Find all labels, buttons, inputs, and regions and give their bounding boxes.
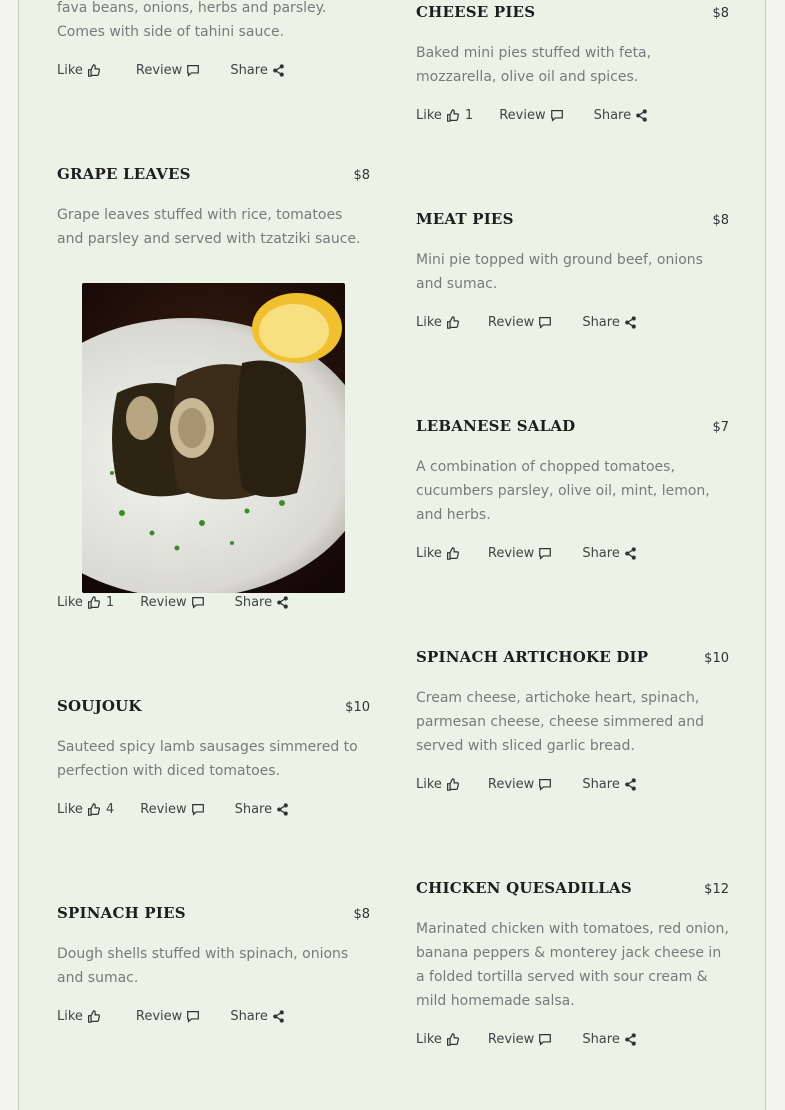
review-button[interactable]: Review (136, 63, 200, 78)
menu-item-chicken-quesadillas (416, 879, 729, 1013)
item-name: SPINACH PIES (57, 904, 186, 922)
item-description: Mini pie topped with ground beef, onions and sumac. (416, 252, 703, 292)
item-actions (57, 1006, 370, 1026)
item-header (57, 165, 370, 189)
share-button[interactable]: Share (582, 777, 637, 792)
comment-icon (186, 1010, 200, 1023)
item-description: Marinated chicken with tomatoes, red onion, banana peppers & monterey jack cheese in a folded tortilla served with sour cream & mild homemade salsa. (416, 921, 729, 1009)
share-icon (276, 596, 289, 609)
item-description: A combination of chopped tomatoes, cucumbers parsley, olive oil, mint, lemon, and herbs. (416, 459, 710, 523)
item-price: $8 (712, 6, 729, 21)
like-button[interactable]: Like (57, 1009, 100, 1024)
item-name: LEBANESE SALAD (416, 417, 576, 435)
item-price: $12 (704, 882, 729, 897)
item-actions (416, 774, 729, 794)
thumbs-up-icon (446, 316, 459, 329)
comment-icon (550, 109, 564, 122)
review-button[interactable]: Review (488, 315, 552, 330)
comment-icon (186, 64, 200, 77)
item-actions (416, 1029, 729, 1049)
item-name: SPINACH ARTICHOKE DIP (416, 648, 649, 666)
share-button[interactable]: Share (582, 546, 637, 561)
item-price: $8 (353, 907, 370, 922)
share-button[interactable]: Share (582, 315, 637, 330)
share-icon (624, 547, 637, 560)
share-button[interactable]: Share (235, 595, 290, 610)
menu-item-spinach-pies (57, 904, 370, 990)
share-icon (272, 1010, 285, 1023)
share-icon (272, 64, 285, 77)
share-button[interactable]: Share (594, 108, 649, 123)
thumbs-up-icon (446, 109, 459, 122)
item-actions (416, 543, 729, 563)
menu-item-cheese-pies (416, 3, 729, 89)
grape-leaves-photo[interactable] (82, 283, 345, 593)
like-button[interactable]: Like (416, 777, 459, 792)
like-button[interactable]: Like 1 (416, 107, 474, 123)
item-header (57, 904, 370, 928)
item-description: Grape leaves stuffed with rice, tomatoes and parsley and served with tzatziki sauce. (57, 207, 361, 247)
like-button[interactable]: Like (416, 546, 459, 561)
item-actions (57, 592, 370, 612)
item-description: fava beans, onions, herbs and parsley. Comes with side of tahini sauce. (57, 0, 327, 40)
item-description: Cream cheese, artichoke heart, spinach, parmesan cheese, cheese simmered and served with sliced garlic bread. (416, 690, 704, 754)
review-button[interactable]: Review (140, 595, 204, 610)
review-button[interactable]: Review (140, 802, 204, 817)
item-header (416, 879, 729, 903)
comment-icon (191, 596, 205, 609)
comment-icon (538, 1033, 552, 1046)
thumbs-up-icon (87, 1010, 100, 1023)
menu-item-falafel (57, 0, 370, 44)
share-icon (624, 1033, 637, 1046)
item-header (57, 697, 370, 721)
item-header (416, 648, 729, 672)
like-count: 1 (464, 107, 474, 123)
like-button[interactable]: Like (57, 63, 100, 78)
item-price: $8 (712, 213, 729, 228)
item-name: SOUJOUK (57, 697, 142, 715)
thumbs-up-icon (446, 547, 459, 560)
item-price: $8 (353, 168, 370, 183)
review-button[interactable]: Review (488, 1032, 552, 1047)
item-description: Dough shells stuffed with spinach, onions and sumac. (57, 946, 349, 986)
review-button[interactable]: Review (499, 108, 563, 123)
comment-icon (538, 547, 552, 560)
item-header (416, 210, 729, 234)
item-price: $10 (345, 700, 370, 715)
share-button[interactable]: Share (230, 1009, 285, 1024)
item-actions (57, 60, 370, 80)
like-count: 1 (105, 594, 115, 610)
menu-item-spinach-artichoke-dip (416, 648, 729, 758)
comment-icon (191, 803, 205, 816)
menu-item-grape-leaves (57, 165, 370, 251)
share-icon (624, 778, 637, 791)
review-button[interactable]: Review (488, 546, 552, 561)
item-header (416, 3, 729, 27)
menu-item-lebanese-salad (416, 417, 729, 527)
review-button[interactable]: Review (488, 777, 552, 792)
share-button[interactable]: Share (230, 63, 285, 78)
share-icon (624, 316, 637, 329)
like-count: 4 (105, 801, 115, 817)
share-button[interactable]: Share (582, 1032, 637, 1047)
like-button[interactable]: Like (416, 315, 459, 330)
item-price: $7 (712, 420, 729, 435)
item-actions (57, 799, 370, 819)
comment-icon (538, 778, 552, 791)
item-actions (416, 105, 729, 125)
like-button[interactable]: Like (416, 1032, 459, 1047)
share-icon (635, 109, 648, 122)
item-header (416, 417, 729, 441)
review-button[interactable]: Review (136, 1009, 200, 1024)
item-name: MEAT PIES (416, 210, 514, 228)
thumbs-up-icon (446, 778, 459, 791)
thumbs-up-icon (87, 64, 100, 77)
item-price: $10 (704, 651, 729, 666)
share-button[interactable]: Share (235, 802, 290, 817)
item-description: Sauteed spicy lamb sausages simmered to perfection with diced tomatoes. (57, 739, 358, 779)
thumbs-up-icon (87, 596, 100, 609)
like-button[interactable]: Like 1 (57, 594, 115, 610)
menu-item-meat-pies (416, 210, 729, 296)
share-icon (276, 803, 289, 816)
item-actions (416, 312, 729, 332)
item-description: Baked mini pies stuffed with feta, mozzarella, olive oil and spices. (416, 45, 652, 85)
item-name: GRAPE LEAVES (57, 165, 191, 183)
thumbs-up-icon (87, 803, 100, 816)
menu-item-soujouk (57, 697, 370, 783)
item-name: CHEESE PIES (416, 3, 536, 21)
like-button[interactable]: Like 4 (57, 801, 115, 817)
comment-icon (538, 316, 552, 329)
item-name: CHICKEN QUESADILLAS (416, 879, 632, 897)
thumbs-up-icon (446, 1033, 459, 1046)
